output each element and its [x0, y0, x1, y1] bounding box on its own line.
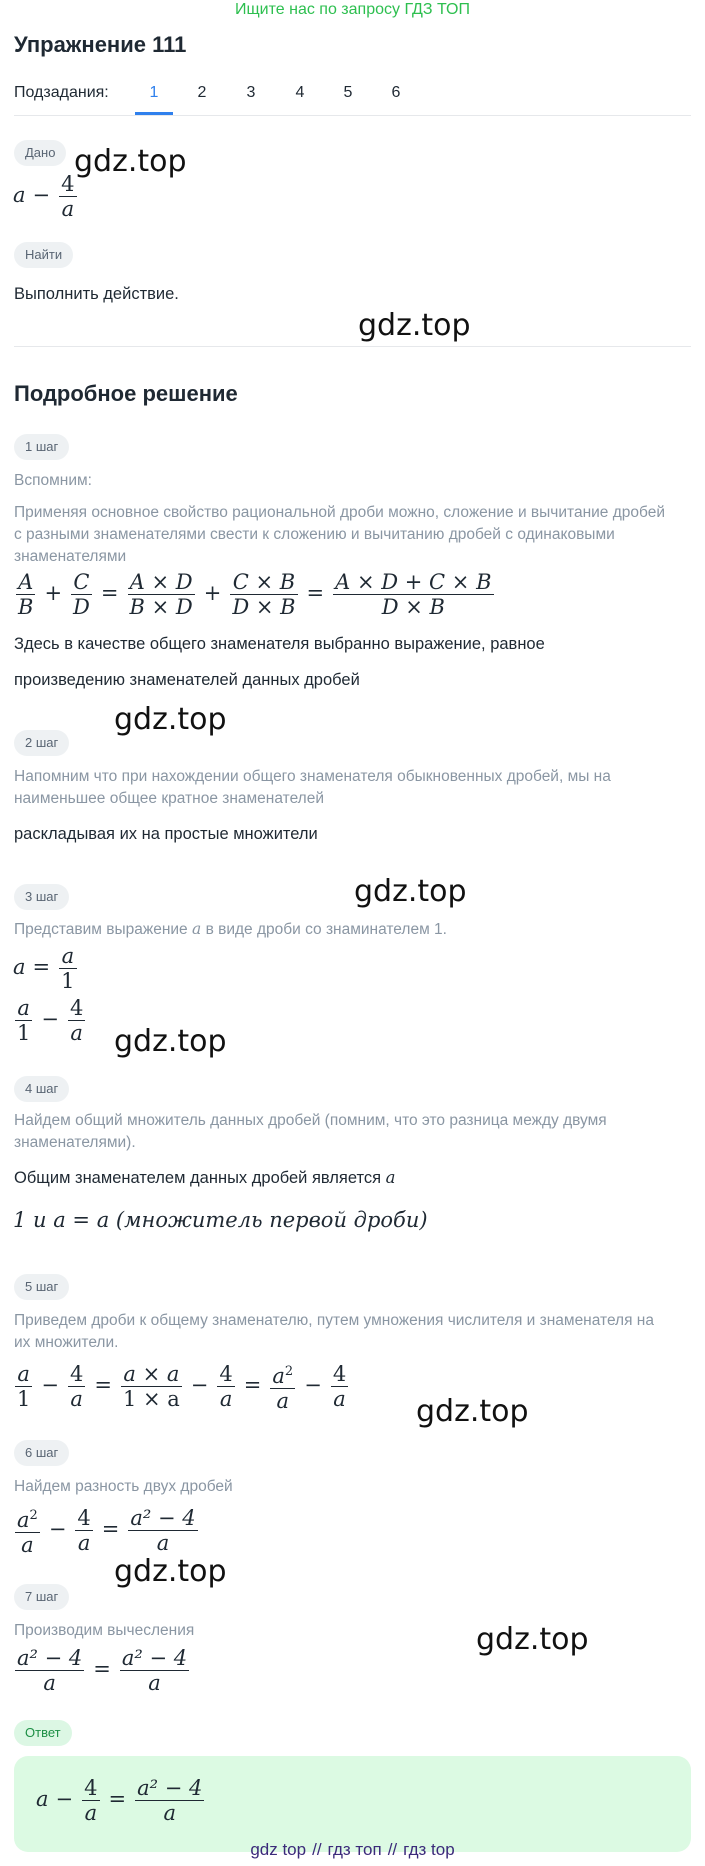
footer-link-gdz-top[interactable]: gdz top [250, 1840, 307, 1859]
plus-sign: + [44, 581, 63, 605]
frac-den: 1 [17, 1021, 31, 1045]
step-3-text [14, 918, 674, 941]
plus-sign: + [203, 581, 222, 605]
frac-num: 4 [219, 1362, 233, 1386]
equals-sign: = [243, 1373, 262, 1397]
page-title: Упражнение 111 [14, 32, 187, 57]
power-exp: 2 [29, 1508, 38, 1523]
frac-num: a² − 4 [130, 1506, 196, 1530]
equals-sign: = [93, 1657, 111, 1681]
frac-num: 4 [84, 1776, 98, 1800]
footer-links [0, 1840, 705, 1860]
frac-den: a [21, 1533, 34, 1557]
step-6-text: Найдем разность двух дробей [14, 1478, 233, 1495]
tabs-divider [14, 115, 691, 116]
given-var: a [13, 183, 26, 207]
frac-num: a² − 4 [17, 1646, 83, 1670]
frac-den: 1 × a [122, 1387, 180, 1411]
frac-den: B [18, 595, 34, 619]
step-1-chip: 1 шаг [14, 434, 69, 460]
frac-den: D × B [381, 595, 445, 619]
minus-sign: − [41, 1373, 59, 1397]
frac-den: a [219, 1387, 233, 1411]
footer-separator: // [312, 1840, 322, 1859]
search-banner: Ищите нас по запросу ГДЗ ТОП [235, 1, 470, 18]
tab-subtask-6[interactable]: 6 [391, 84, 401, 101]
equals-sign: = [100, 581, 119, 605]
equals-sign: = [306, 581, 325, 605]
step-3-eq-2 [13, 996, 87, 1045]
power-base: a [272, 1364, 285, 1388]
step-2-text: Напомним что при нахождении общего знаменателя обыкновенных дробей, мы на наименьшее общее кратное знаменателей [14, 768, 611, 807]
frac-den: D × B [232, 595, 296, 619]
step-4-var: a [385, 1168, 396, 1187]
equals-sign: = [32, 955, 51, 979]
given-minus: − [32, 183, 51, 207]
answer-chip: Ответ [14, 1720, 72, 1746]
watermark: gdz.top [476, 1622, 589, 1657]
frac-den: a [156, 1531, 170, 1555]
frac-den: a [333, 1387, 346, 1411]
step-4-text: Найдем общий множитель данных дробей (помним, что это разница между двумя знаменателями). [14, 1112, 607, 1151]
math-var: a [36, 1787, 49, 1811]
step-6-chip: 6 шаг [14, 1440, 69, 1466]
given-expression [13, 172, 79, 221]
frac-den: a [70, 1021, 83, 1045]
watermark: gdz.top [358, 308, 471, 343]
frac-num: a² − 4 [121, 1646, 188, 1670]
frac-num: a² − 4 [137, 1776, 203, 1800]
math-var: a [13, 955, 26, 979]
minus-sign: − [304, 1373, 322, 1397]
power-base: a [17, 1508, 30, 1532]
footer-link-gdz-top-mixed[interactable]: гдз top [403, 1840, 455, 1859]
watermark: gdz.top [114, 702, 227, 737]
frac-den: D [73, 595, 90, 619]
section-divider [14, 346, 691, 347]
frac-den: a [163, 1801, 177, 1825]
find-chip: Найти [14, 242, 73, 268]
step-1-formula [14, 570, 496, 619]
step-5-chip: 5 шаг [14, 1274, 69, 1300]
frac-num: a [15, 1362, 32, 1387]
step-6-formula [13, 1504, 200, 1557]
given-chip: Дано [14, 140, 66, 166]
find-text: Выполнить действие. [14, 285, 179, 303]
power-exp: 2 [284, 1364, 294, 1379]
solution-title: Подробное решение [14, 381, 238, 406]
frac-den: a [70, 1387, 83, 1411]
watermark: gdz.top [114, 1024, 227, 1059]
minus-sign: − [190, 1373, 209, 1397]
frac-num: 4 [332, 1362, 347, 1386]
step-7-formula [13, 1646, 191, 1695]
subtasks-label: Подзадания: [14, 84, 109, 101]
frac-num: A [16, 570, 35, 595]
frac-den: a [276, 1389, 290, 1413]
equals-sign: = [94, 1373, 112, 1397]
frac-num: C × B [230, 570, 297, 595]
tab-subtask-5[interactable]: 5 [343, 84, 353, 101]
frac-den: B × D [129, 595, 193, 619]
step-5-text: Приведем дроби к общему знаменателю, путем умножения числителя и знаменателя на их множители. [14, 1312, 654, 1351]
answer-formula [36, 1776, 206, 1825]
minus-sign: − [41, 1007, 59, 1031]
step-3-text-a: Представим выражение [14, 921, 188, 938]
tab-subtask-2[interactable]: 2 [197, 84, 207, 101]
step-1-text: Применяя основное свойство рациональной дроби можно, сложение и вычитание дробей с разными знаменателями свести к сложению и вычитанию дробей с одинаковыми знаменателями [14, 504, 665, 565]
footer-separator: // [387, 1840, 398, 1859]
frac-den: 1 [61, 969, 75, 993]
frac-num: 4 [69, 1362, 84, 1386]
frac-den: a [84, 1801, 98, 1825]
frac-num: A × D [128, 570, 195, 595]
frac-num: A × D + C × B [335, 570, 492, 594]
given-denominator: a [61, 197, 75, 221]
step-1-bold-1: Здесь в качестве общего знаменателя выбранно выражение, равное [14, 635, 545, 653]
step-3-text-b: в виде дроби со знаминателем 1. [205, 921, 447, 938]
watermark: gdz.top [74, 144, 187, 179]
step-2-chip: 2 шаг [14, 730, 69, 756]
step-1-bold-2: произведению знаменателей данных дробей [14, 671, 360, 689]
frac-num: C [71, 570, 92, 595]
frac-num: 4 [77, 1506, 91, 1530]
frac-den: a [77, 1531, 91, 1555]
step-4-bold-text: Общим знаменателем данных дробей является [14, 1169, 382, 1187]
equals-sign: = [101, 1517, 120, 1541]
frac-num: 4 [69, 996, 84, 1020]
frac-num: a [59, 944, 76, 969]
step-3-eq-1 [13, 944, 79, 993]
step-5-formula [13, 1360, 350, 1413]
frac-den: a [148, 1671, 161, 1695]
frac-den: 1 [17, 1387, 31, 1411]
step-2-bold: раскладывая их на простые множители [14, 825, 318, 843]
frac-den: a [43, 1671, 56, 1695]
footer-link-gdz-top-ru[interactable]: гдз топ [327, 1840, 382, 1859]
tab-subtask-4[interactable]: 4 [295, 84, 305, 101]
tab-subtask-1[interactable]: 1 [149, 84, 159, 101]
watermark: gdz.top [114, 1554, 227, 1589]
step-7-text: Производим вычесления [14, 1622, 195, 1639]
step-7-chip: 7 шаг [14, 1584, 69, 1610]
frac-num: a × a [121, 1362, 182, 1387]
step-4-chip: 4 шаг [14, 1076, 69, 1102]
minus-sign: − [55, 1787, 74, 1811]
step-4-bold [14, 1166, 684, 1190]
tab-subtask-3[interactable]: 3 [246, 84, 256, 101]
frac-num: a [15, 996, 32, 1021]
given-numerator: 4 [61, 172, 75, 196]
step-3-var: a [192, 920, 202, 938]
step-4-math: 1 и a = a (множитель первой дроби) [13, 1208, 428, 1232]
minus-sign: − [48, 1517, 67, 1541]
step-1-recall: Вспомним: [14, 472, 92, 489]
watermark: gdz.top [354, 874, 467, 909]
watermark: gdz.top [416, 1394, 529, 1429]
equals-sign: = [108, 1787, 127, 1811]
step-3-chip: 3 шаг [14, 884, 69, 910]
